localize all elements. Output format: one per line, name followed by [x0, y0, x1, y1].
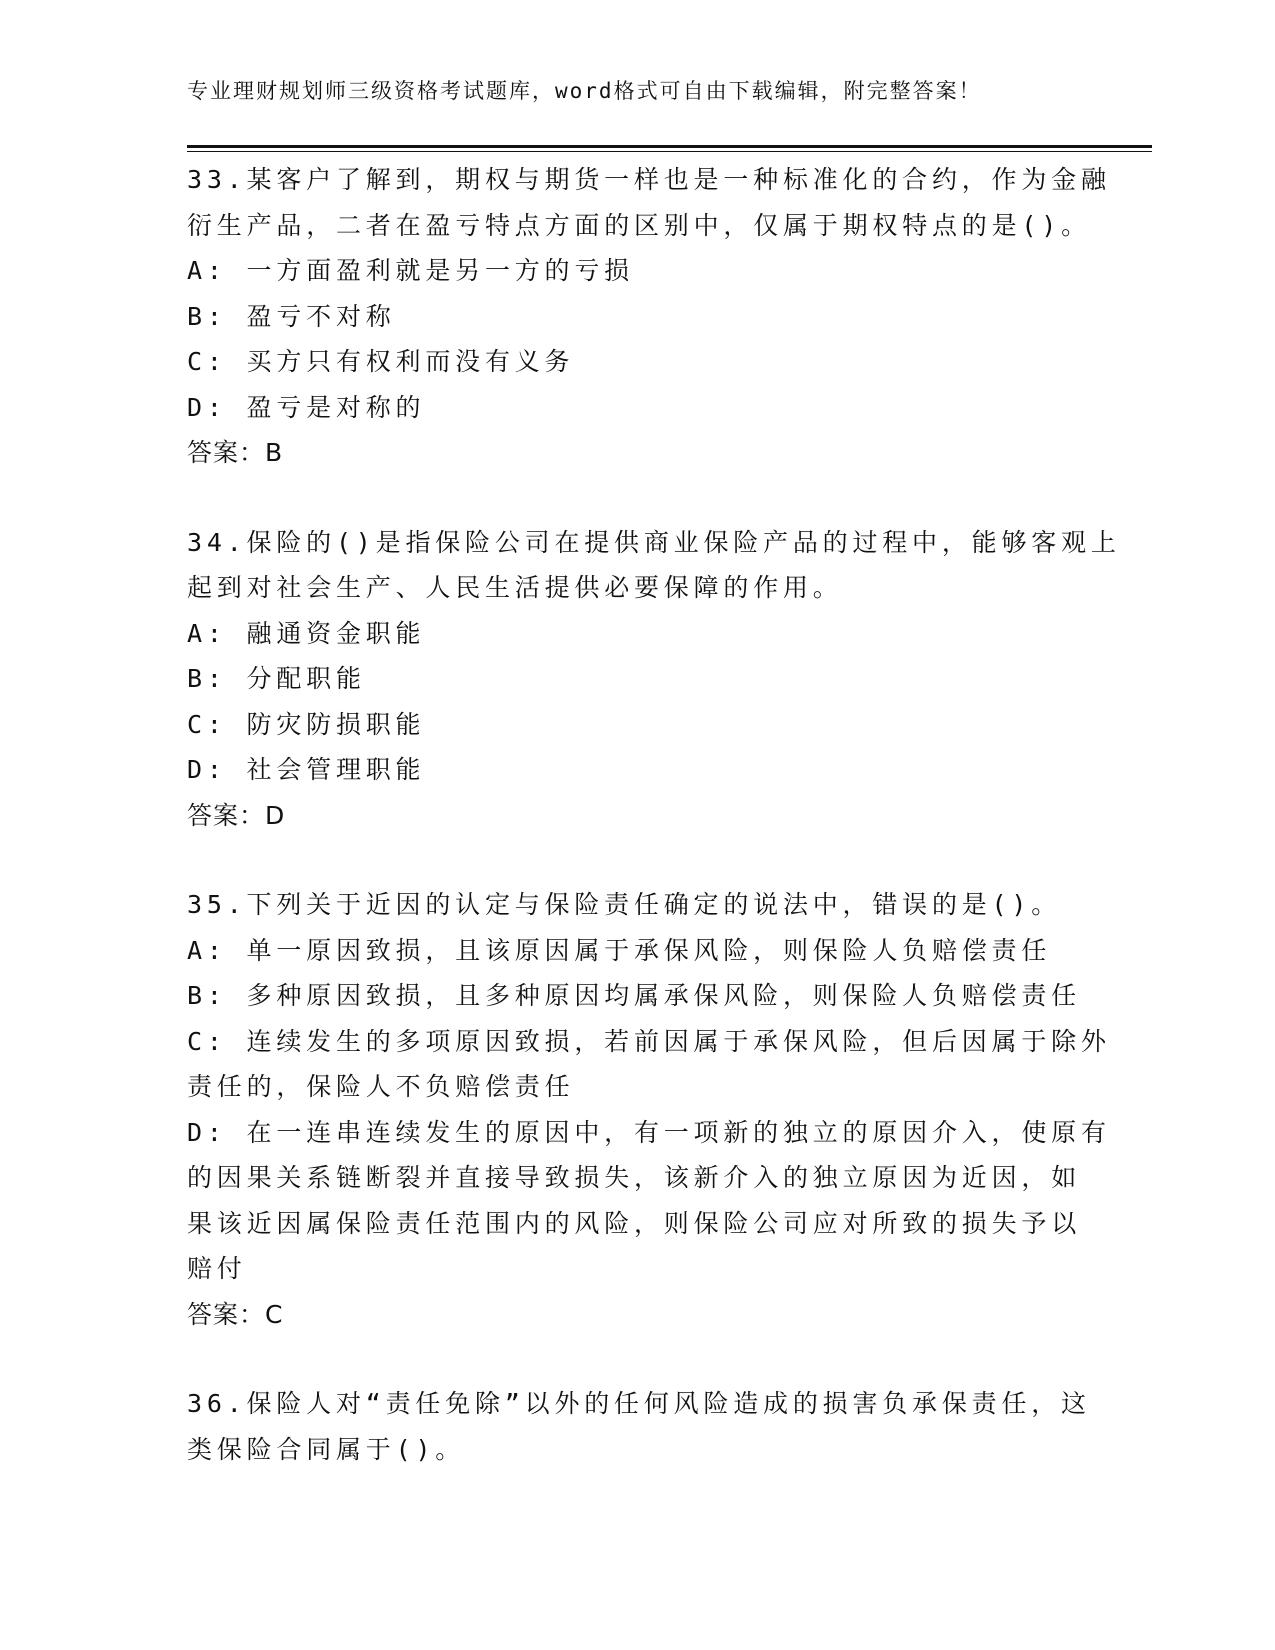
question-stem-line: 36.保险人对“责任免除”以外的任何风险造成的损害负承保责任，这	[187, 1389, 1091, 1418]
answer-option-line: C: 买方只有权利而没有义务	[187, 347, 575, 376]
answer-option-line: C: 防灾防损职能	[187, 709, 426, 739]
answer-option-line: A: 单一原因致损，且该原因属于承保风险，则保险人负赔偿责任	[187, 935, 1052, 965]
answer-key: 答案：C	[187, 1299, 284, 1329]
question-stem-line: 起到对社会生产、人民生活提供必要保障的作用。	[187, 573, 843, 602]
page-header: 专业理财规划师三级资格考试题库，word格式可自由下载编辑，附完整答案！	[187, 79, 982, 103]
answer-option-line: B: 分配职能	[187, 664, 366, 693]
header-rule-thick	[187, 145, 1152, 148]
question-list	[187, 157, 1121, 1516]
answer-option-line: D: 在一连串连续发生的原因中，有一项新的独立的原因介入，使原有	[187, 1117, 1111, 1147]
answer-option-line: D: 盈亏是对称的	[187, 392, 426, 422]
question-stem-line: 34.保险的()是指保险公司在提供商业保险产品的过程中，能够客观上	[187, 527, 1121, 557]
answer-option-line: C: 连续发生的多项原因致损，若前因属于承保风险，但后因属于除外	[187, 1026, 1111, 1056]
question-block	[187, 882, 1111, 1337]
question-block	[187, 157, 1111, 476]
answer-option-line: 赔付	[187, 1254, 247, 1283]
question-stem-line: 33.某客户了解到，期权与期货一样也是一种标准化的合约，作为金融	[187, 165, 1111, 194]
answer-option-line: B: 盈亏不对称	[187, 301, 396, 331]
answer-option-line: D: 社会管理职能	[187, 755, 426, 784]
answer-option-line: 责任的，保险人不负赔偿责任	[187, 1072, 575, 1101]
answer-option-line: A: 融通资金职能	[187, 618, 426, 648]
answer-option-line: 的因果关系链断裂并直接导致损失，该新介入的独立原因为近因，如	[187, 1163, 1082, 1192]
header-rule-thin	[187, 151, 1152, 152]
answer-option-line: B: 多种原因致损，且多种原因均属承保风险，则保险人负赔偿责任	[187, 981, 1081, 1010]
question-block	[187, 1381, 1091, 1472]
question-stem-line: 35.下列关于近因的认定与保险责任确定的说法中，错误的是()。	[187, 890, 1062, 919]
question-stem-line: 类保险合同属于()。	[187, 1434, 466, 1464]
answer-option-line: A: 一方面盈利就是另一方的亏损	[187, 256, 634, 285]
question-block	[187, 520, 1121, 839]
answer-key: 答案：B	[187, 438, 284, 467]
answer-key: 答案：D	[187, 800, 286, 830]
answer-option-line: 果该近因属保险责任范围内的风险，则保险公司应对所致的损失予以	[187, 1208, 1082, 1238]
question-stem-line: 衍生产品，二者在盈亏特点方面的区别中，仅属于期权特点的是()。	[187, 210, 1091, 240]
